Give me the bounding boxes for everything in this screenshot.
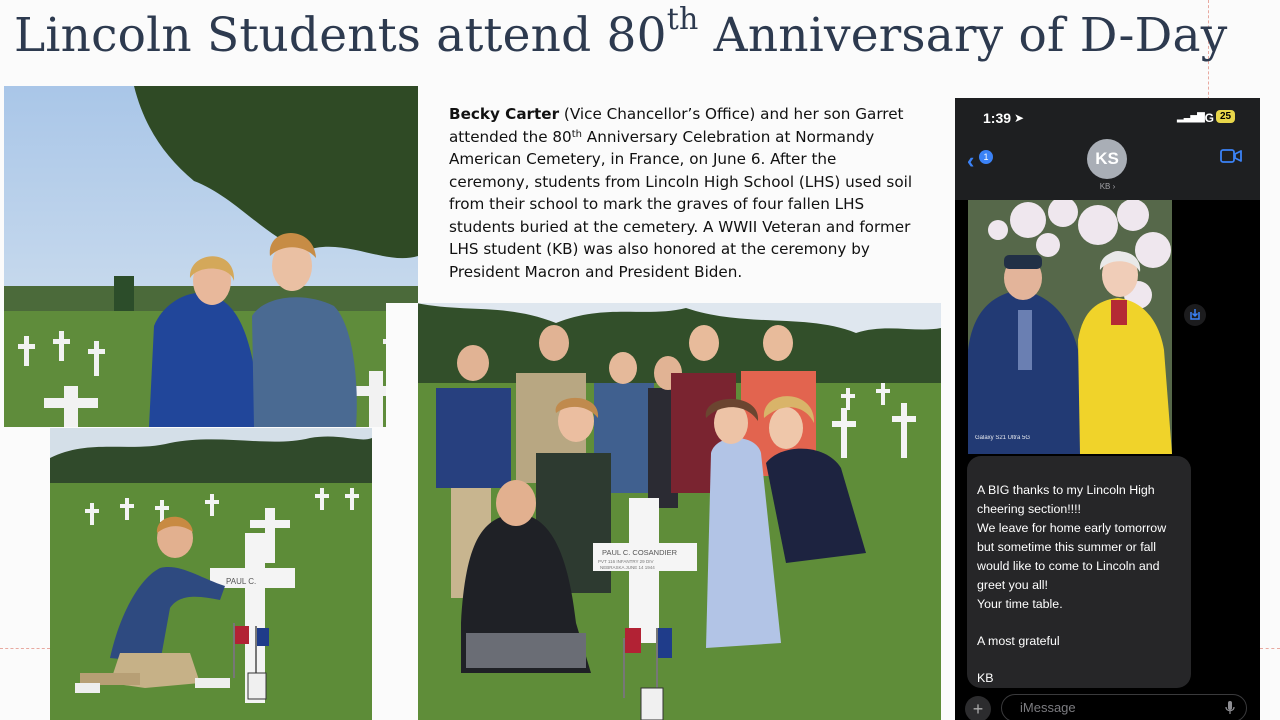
photo-student-group bbox=[386, 303, 941, 720]
message-line: We leave for home early tomorrow bbox=[977, 521, 1167, 535]
network-type: 5G bbox=[1198, 111, 1215, 125]
battery-level: 25 bbox=[1216, 110, 1235, 123]
microphone-icon[interactable] bbox=[1225, 701, 1235, 715]
grave-inscription-line1: PAUL C. COSANDIER bbox=[602, 548, 678, 557]
photo-caption: Galaxy S21 Ultra 5G bbox=[975, 435, 1031, 441]
story-line: ceremony, students from Lincoln High School (LHS) used soil bbox=[449, 172, 913, 191]
plus-icon[interactable]: + bbox=[965, 696, 991, 720]
contact-name[interactable]: KB › bbox=[1099, 182, 1116, 191]
story-line: from their school to mark the graves of four fallen LHS bbox=[449, 195, 865, 213]
story-line: Becky Carter (Vice Chancellor’s Office) and her son Garret bbox=[449, 105, 904, 123]
grave-inscription-small: PAUL C. bbox=[226, 577, 257, 586]
message-line: KB bbox=[977, 671, 994, 685]
grave-inscription-line2: PVT 116 INFANTRY 29 DIV bbox=[598, 559, 654, 564]
unread-badge[interactable]: 1 bbox=[979, 150, 993, 164]
story-line: attended the 80th Anniversary Celebration at Normandy bbox=[449, 127, 875, 146]
grave-inscription-line3: NEBRASKA JUNE 14 1944 bbox=[600, 565, 655, 570]
story-line: students buried at the cemetery. A WWII Veteran and former bbox=[449, 217, 911, 236]
photo-kneeling-student bbox=[50, 428, 372, 720]
guide-line bbox=[0, 648, 50, 649]
message-line: greet you all! bbox=[977, 578, 1048, 592]
slide-title: Lincoln Students attend 80th Anniversary of D-Day bbox=[14, 2, 1228, 63]
message-line: A most grateful bbox=[977, 634, 1060, 648]
phone-screenshot bbox=[955, 98, 1260, 720]
story-line: LHS student (KB) was also honored at the ceremony by bbox=[449, 240, 870, 258]
message-bubble[interactable] bbox=[967, 456, 1191, 688]
message-line: but sometime this summer or fall bbox=[977, 540, 1157, 554]
story-line: President Macron and President Biden. bbox=[449, 262, 743, 281]
contact-avatar[interactable]: KS bbox=[1087, 139, 1127, 179]
story-text bbox=[449, 103, 929, 283]
message-line: cheering section!!!! bbox=[977, 502, 1082, 516]
message-line: would like to come to Lincoln and bbox=[977, 559, 1160, 573]
guide-line bbox=[1260, 648, 1280, 649]
photo-mother-son bbox=[4, 86, 418, 427]
message-input[interactable]: iMessage bbox=[1001, 694, 1247, 720]
download-icon[interactable] bbox=[1183, 303, 1207, 327]
location-arrow-icon: ➤ bbox=[1014, 111, 1025, 125]
message-line: A BIG thanks to my Lincoln High bbox=[977, 483, 1155, 497]
story-line: American Cemetery, in France, on June 6. After the bbox=[449, 150, 837, 168]
message-line: Your time table. bbox=[977, 597, 1063, 611]
story-person-name: Becky Carter bbox=[449, 105, 560, 123]
status-time: 1:39 bbox=[983, 110, 1012, 126]
signal-icon: ▂▃▅▇ bbox=[1177, 112, 1204, 123]
message-photo[interactable] bbox=[968, 200, 1172, 454]
back-chevron-icon[interactable]: ‹ bbox=[967, 148, 975, 173]
video-call-icon[interactable] bbox=[1220, 149, 1242, 163]
